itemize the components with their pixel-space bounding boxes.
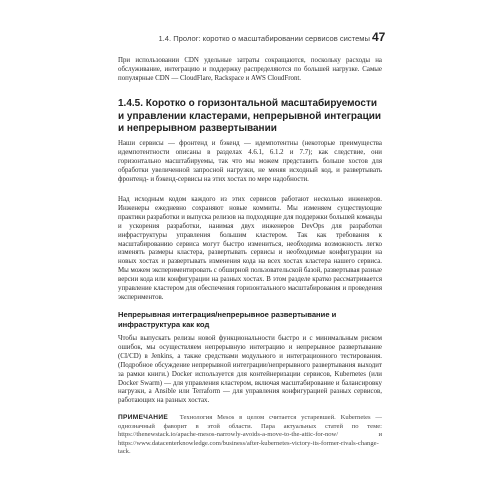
running-title: 1.4. Пролог: коротко о масштабировании сервисов системы (158, 34, 370, 43)
section-paragraph-2: Над исходным кодом каждого из этих сервисов работают несколько инженеров. Инженеры ежедневно сохраняют новые коммиты. Мы изменяем существующие практики разработки и выпуска релизов на подходящие для поддержки большей команды и ускорения разработки, нанимая двух инженеров DevOps для разработки инфраструктуры управления большим кластером. Так как требования к масштабированию сервиса могут быстро измениться, необходима возможность легко изменять размеры кластера, развертывать сервисы и необходимые конфигурации на новых хостах и развертывать изменения кода на всех хостах кластера нашего сервиса. Мы можем экспериментировать с обширной пользовательской базой, развертывая разные версии кода или конфигурации на разных хостах. В этом разделе кратко рассматривается управление кластером для обеспечения горизонтального масштабирования и проведения экспериментов. (118, 196, 382, 301)
section-paragraph-1: Наши сервисы — фронтенд и бэкенд — идемпотентны (некоторые преимущества идемпотентности описаны в разделах 4.6.1, 6.1.2 и 7.7); как следствие, они горизонтально масштабируемы, так что мы можем представить больше хостов для обработки увеличенной запросной нагрузки, не меняя исходный код, и развертывать фронтенд- и бэкенд-сервисы на этих хостах по мере надобности. (118, 140, 382, 183)
subsection-heading: Непрерывная интеграция/непрерывное развертывание и инфраструктура как код (118, 310, 337, 329)
section-block (118, 98, 382, 136)
subsection-body (118, 335, 382, 406)
note-block (118, 414, 382, 457)
intro-paragraph: При использовании CDN удельные затраты сокращаются, поскольку расходы на обслуживание, интеграцию и поддержку распределяются по большей нагрузке. Самые популярные CDN — CloudFlare, Rackspace и AWS CloudFront. (118, 57, 382, 82)
page-number: 47 (372, 30, 386, 44)
note-paragraph (118, 414, 382, 457)
note-text: Технология Mesos в целом считается устаревшей. Kubernetes — однозначный фаворит в этой области. Пара актуальных статей по теме: https://thenewstack.io/apache-mesos-narrowly-avoids-a-move-to-the-attic-for-now/ и https://www.datacenterknowledge.com/business/after-kubernetes-victory-its-former-rivals-change-tack. (118, 414, 382, 456)
section-body (118, 140, 382, 185)
subsection-paragraph: Чтобы выпускать релизы новой функциональности быстро и с минимальным риском ошибок, мы осуществляем непрерывную интеграцию и непрерывное развертывание (CI/CD) в Jenkins, а также средствами модульного и интеграционного тестирования. (Подробное обсуждение непрерывной интеграции/непрерывного развертывания выходит за рамки книги.) Docker используется для контейнеризации сервисов, Kubernetes (или Docker Swarm) — для управления кластером, включая масштабирование и балансировку нагрузки, а Ansible или Terraform — для управления конфигурацией разных сервисов, работающих на разных хостах. (118, 335, 382, 405)
running-header (118, 34, 370, 43)
section-heading: 1.4.5. Коротко о горизонтальной масштабируемости и управлении кластерами, непрерывной интеграции и непрерывном развертывании (118, 98, 382, 134)
intro-block (118, 57, 382, 84)
subsection-block (118, 310, 382, 330)
note-label: ПРИМЕЧАНИЕ (118, 414, 175, 421)
section-body-2 (118, 196, 382, 303)
